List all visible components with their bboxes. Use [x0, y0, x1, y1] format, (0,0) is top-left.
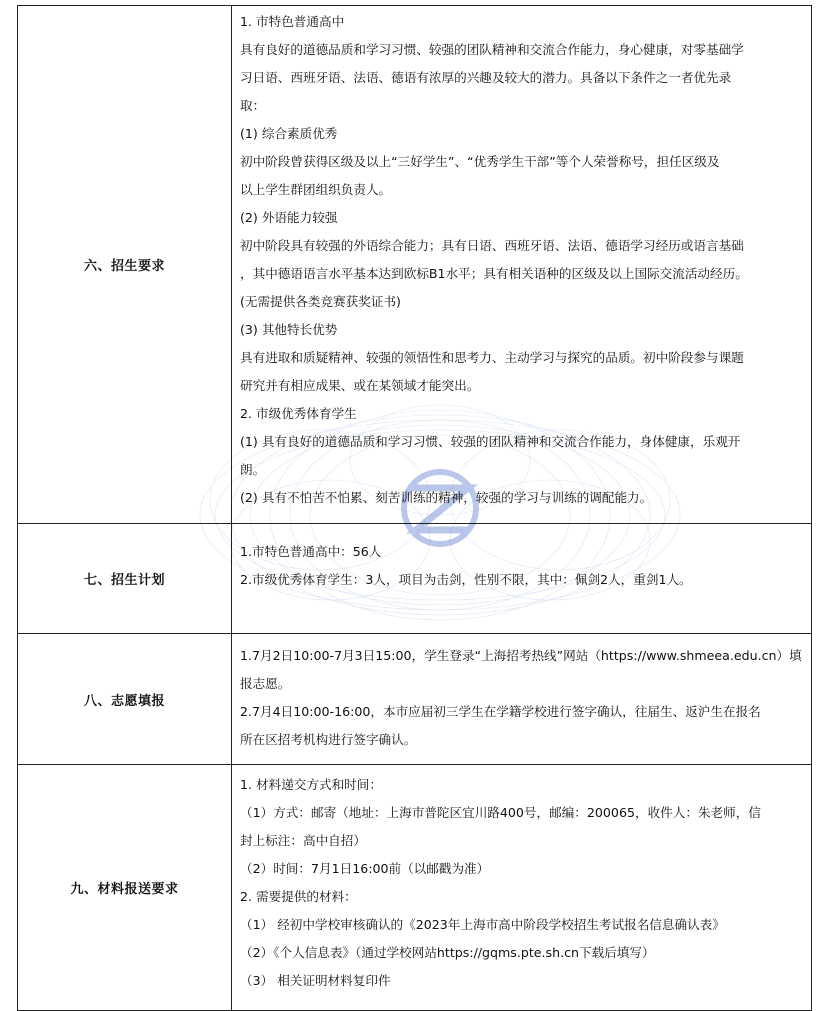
text-line: 报志愿。: [240, 676, 291, 691]
admission-info-table: [17, 5, 812, 1011]
text-line: 朗。: [240, 462, 266, 477]
text-line: 习日语、西班牙语、法语、德语有浓厚的兴趣及较大的潜力。具备以下条件之一者优先录: [240, 70, 732, 85]
row-admission-plan: [18, 524, 812, 634]
row-content: [232, 524, 812, 634]
text-line: 初中阶段具有较强的外语综合能力；具有日语、西班牙语、法语、德语学习经历或语言基础: [240, 238, 744, 253]
text-line: 1. 市特色普通高中: [240, 14, 345, 29]
text-line: 1. 材料递交方式和时间：: [240, 777, 382, 792]
text-line: (1) 综合素质优秀: [240, 126, 338, 141]
row-content: [232, 765, 812, 1011]
text-line: 具有良好的道德品质和学习习惯、较强的团队精神和交流合作能力，身心健康，对零基础学: [240, 42, 744, 57]
row-label: 六、招生要求: [18, 6, 232, 524]
text-line: 初中阶段曾获得区级及以上“三好学生”、“优秀学生干部”等个人荣誉称号，担任区级及: [240, 154, 720, 169]
text-line: 具有进取和质疑精神、较强的领悟性和思考力、主动学习与探究的品质。初中阶段参与课题: [240, 350, 744, 365]
text-line: (1) 具有良好的道德品质和学习习惯、较强的团队精神和交流合作能力，身体健康，乐观开: [240, 434, 741, 449]
text-line: 所在区招考机构进行签字确认。: [240, 732, 417, 747]
row-label: 七、招生计划: [18, 524, 232, 634]
row-content: [232, 634, 812, 765]
text-line: (2) 外语能力较强: [240, 210, 338, 225]
text-line: 取：: [240, 98, 266, 113]
row-application-filing: [18, 634, 812, 765]
row-admission-requirements: [18, 6, 812, 524]
row-label: 八、志愿填报: [18, 634, 232, 765]
text-line: 1.市特色普通高中：56人: [240, 544, 382, 559]
text-line: 2.7月4日10:00-16:00，本市应届初三学生在学籍学校进行签字确认，往届生、返沪生在报名: [240, 704, 761, 719]
text-line: （2）时间：7月1日16:00前（以邮戳为准）: [240, 861, 490, 876]
text-line: （3） 相关证明材料复印件: [240, 973, 391, 988]
row-material-submission: [18, 765, 812, 1011]
text-line: 以上学生群团组织负责人。: [240, 182, 392, 197]
text-line: (2) 具有不怕苦不怕累、刻苦训练的精神，较强的学习与训练的调配能力。: [240, 490, 653, 505]
text-line: 2. 市级优秀体育学生: [240, 406, 357, 421]
text-line: 封上标注：高中自招）: [240, 833, 366, 848]
text-line: (无需提供各类竞赛获奖证书): [240, 294, 401, 309]
row-label: 九、材料报送要求: [18, 765, 232, 1011]
row-content: [232, 6, 812, 524]
text-line: （1） 经初中学校审核确认的《2023年上海市高中阶段学校招生考试报名信息确认表》: [240, 917, 725, 932]
text-line: （2）《个人信息表》（通过学校网站https://gqms.pte.sh.cn下载后填写）: [240, 945, 655, 960]
text-line: 2. 需要提供的材料：: [240, 889, 357, 904]
text-line: 2.市级优秀体育学生：3人，项目为击剑，性别不限，其中：佩剑2人，重剑1人。: [240, 572, 692, 587]
text-line: ，其中德语语言水平基本达到欧标B1水平；具有相关语种的区级及以上国际交流活动经历。: [240, 266, 748, 281]
text-line: 研究并有相应成果、或在某领域才能突出。: [240, 378, 480, 393]
text-line: 1.7月2日10:00-7月3日15:00，学生登录“上海招考热线”网站（https://www.shmeea.edu.cn）填: [240, 648, 802, 663]
text-line: （1）方式：邮寄（地址：上海市普陀区宜川路400号，邮编：200065，收件人：朱老师，信: [240, 805, 761, 820]
text-line: (3) 其他特长优势: [240, 322, 338, 337]
